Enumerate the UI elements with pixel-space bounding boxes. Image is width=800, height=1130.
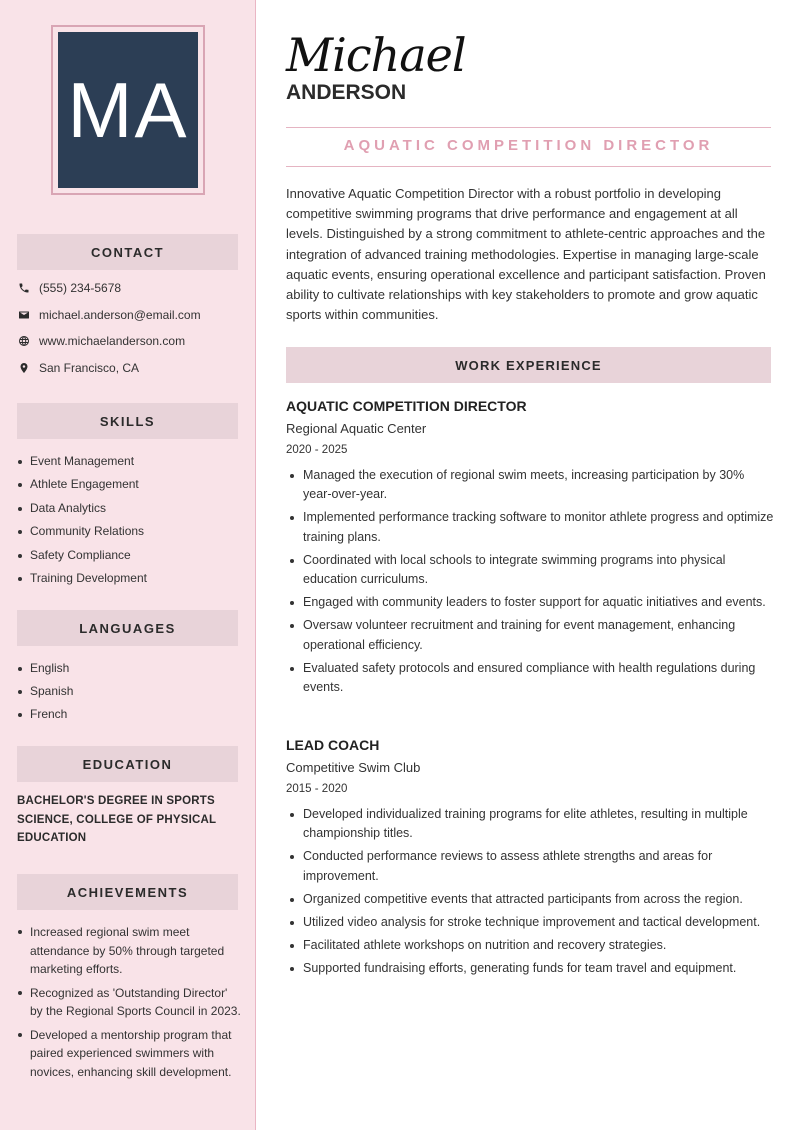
job-entry bbox=[286, 398, 774, 701]
job-bullets bbox=[286, 805, 774, 979]
monogram-frame bbox=[51, 25, 205, 195]
skill-item: Community Relations bbox=[17, 524, 239, 547]
skill-item: Data Analytics bbox=[17, 501, 239, 524]
skill-item: Safety Compliance bbox=[17, 548, 239, 571]
language-item: Spanish bbox=[17, 684, 239, 707]
skills-list bbox=[17, 454, 239, 594]
job-bullet: Coordinated with local schools to integrate swimming programs into physical education curriculums. bbox=[286, 551, 774, 589]
skill-item: Event Management bbox=[17, 454, 239, 477]
contact-location bbox=[17, 361, 139, 375]
language-item: French bbox=[17, 707, 239, 730]
contact-heading: CONTACT bbox=[17, 234, 238, 270]
job-bullet: Evaluated safety protocols and ensured compliance with health regulations during events. bbox=[286, 659, 774, 697]
job-company: Regional Aquatic Center bbox=[286, 421, 427, 436]
languages-heading: LANGUAGES bbox=[17, 610, 238, 646]
monogram: MA bbox=[58, 32, 198, 188]
sidebar bbox=[0, 0, 256, 1130]
languages-list bbox=[17, 661, 239, 731]
job-bullet: Managed the execution of regional swim meets, increasing participation by 30% year-over-year. bbox=[286, 466, 774, 504]
achievements-heading: ACHIEVEMENTS bbox=[17, 874, 238, 910]
job-bullet: Conducted performance reviews to assess athlete strengths and areas for improvement. bbox=[286, 847, 774, 885]
contact-phone[interactable] bbox=[17, 281, 121, 295]
job-company: Competitive Swim Club bbox=[286, 760, 421, 775]
contact-phone-text: (555) 234-5678 bbox=[39, 281, 122, 295]
globe-icon bbox=[17, 334, 31, 348]
achievement-item: Increased regional swim meet attendance by 50% through targeted marketing efforts. bbox=[17, 923, 242, 979]
skill-item: Training Development bbox=[17, 571, 239, 594]
skills-heading: SKILLS bbox=[17, 403, 238, 439]
title-rule-top bbox=[286, 127, 771, 128]
contact-location-text: San Francisco, CA bbox=[39, 361, 140, 375]
job-title: AQUATIC COMPETITION DIRECTOR bbox=[343, 137, 714, 154]
summary: Innovative Aquatic Competition Director with a robust portfolio in developing competitive swimming programs that drive performance and engagement at all levels. Distinguished by a strong commitment to athlete-centric approaches and the integration of advanced training methodologies. Expertise in managing large-scale aquatic events, ensuring operational excellence and participant satisfaction. Proven ability to cultivate relationships with key stakeholders to promote and grow aquatic sports within communities. bbox=[286, 186, 766, 323]
job-bullet: Engaged with community leaders to foster support for aquatic initiatives and events. bbox=[286, 593, 774, 612]
job-entry bbox=[286, 737, 774, 983]
contact-website-text: www.michaelanderson.com bbox=[39, 334, 186, 348]
achievement-item: Recognized as 'Outstanding Director' by the Regional Sports Council in 2023. bbox=[17, 984, 242, 1021]
contact-email-text: michael.anderson@email.com bbox=[39, 308, 201, 322]
job-dates: 2020 - 2025 bbox=[286, 444, 348, 456]
job-bullet: Oversaw volunteer recruitment and training for event management, enhancing operational efficiency. bbox=[286, 616, 774, 654]
skill-item: Athlete Engagement bbox=[17, 477, 239, 500]
education-heading: EDUCATION bbox=[17, 746, 238, 782]
email-icon bbox=[17, 308, 31, 322]
achievement-item: Developed a mentorship program that paired experienced swimmers with novices, enhancing skill development. bbox=[17, 1026, 242, 1082]
job-bullet: Organized competitive events that attracted participants from across the region. bbox=[286, 890, 774, 909]
job-role: AQUATIC COMPETITION DIRECTOR bbox=[286, 398, 527, 414]
job-bullet: Implemented performance tracking software to monitor athlete progress and optimize training plans. bbox=[286, 508, 774, 546]
job-bullet: Utilized video analysis for stroke technique improvement and tactical development. bbox=[286, 913, 774, 932]
last-name: ANDERSON bbox=[286, 81, 407, 104]
location-pin-icon bbox=[17, 361, 31, 375]
job-dates: 2015 - 2020 bbox=[286, 783, 348, 795]
title-rule-bottom bbox=[286, 166, 771, 167]
work-experience-heading: WORK EXPERIENCE bbox=[286, 347, 771, 383]
job-bullets bbox=[286, 466, 774, 697]
education-degree: BACHELOR'S DEGREE IN SPORTS SCIENCE, COLLEGE OF PHYSICAL EDUCATION bbox=[17, 795, 216, 844]
job-bullet: Developed individualized training programs for elite athletes, resulting in multiple championship titles. bbox=[286, 805, 774, 843]
job-role: LEAD COACH bbox=[286, 737, 380, 753]
language-item: English bbox=[17, 661, 239, 684]
job-bullet: Facilitated athlete workshops on nutrition and recovery strategies. bbox=[286, 936, 774, 955]
achievements-list bbox=[17, 923, 242, 1086]
first-name: Michael bbox=[286, 28, 466, 82]
contact-email[interactable] bbox=[17, 308, 201, 322]
phone-icon bbox=[17, 281, 31, 295]
contact-website[interactable] bbox=[17, 334, 185, 348]
job-bullet: Supported fundraising efforts, generating funds for team travel and equipment. bbox=[286, 959, 774, 978]
